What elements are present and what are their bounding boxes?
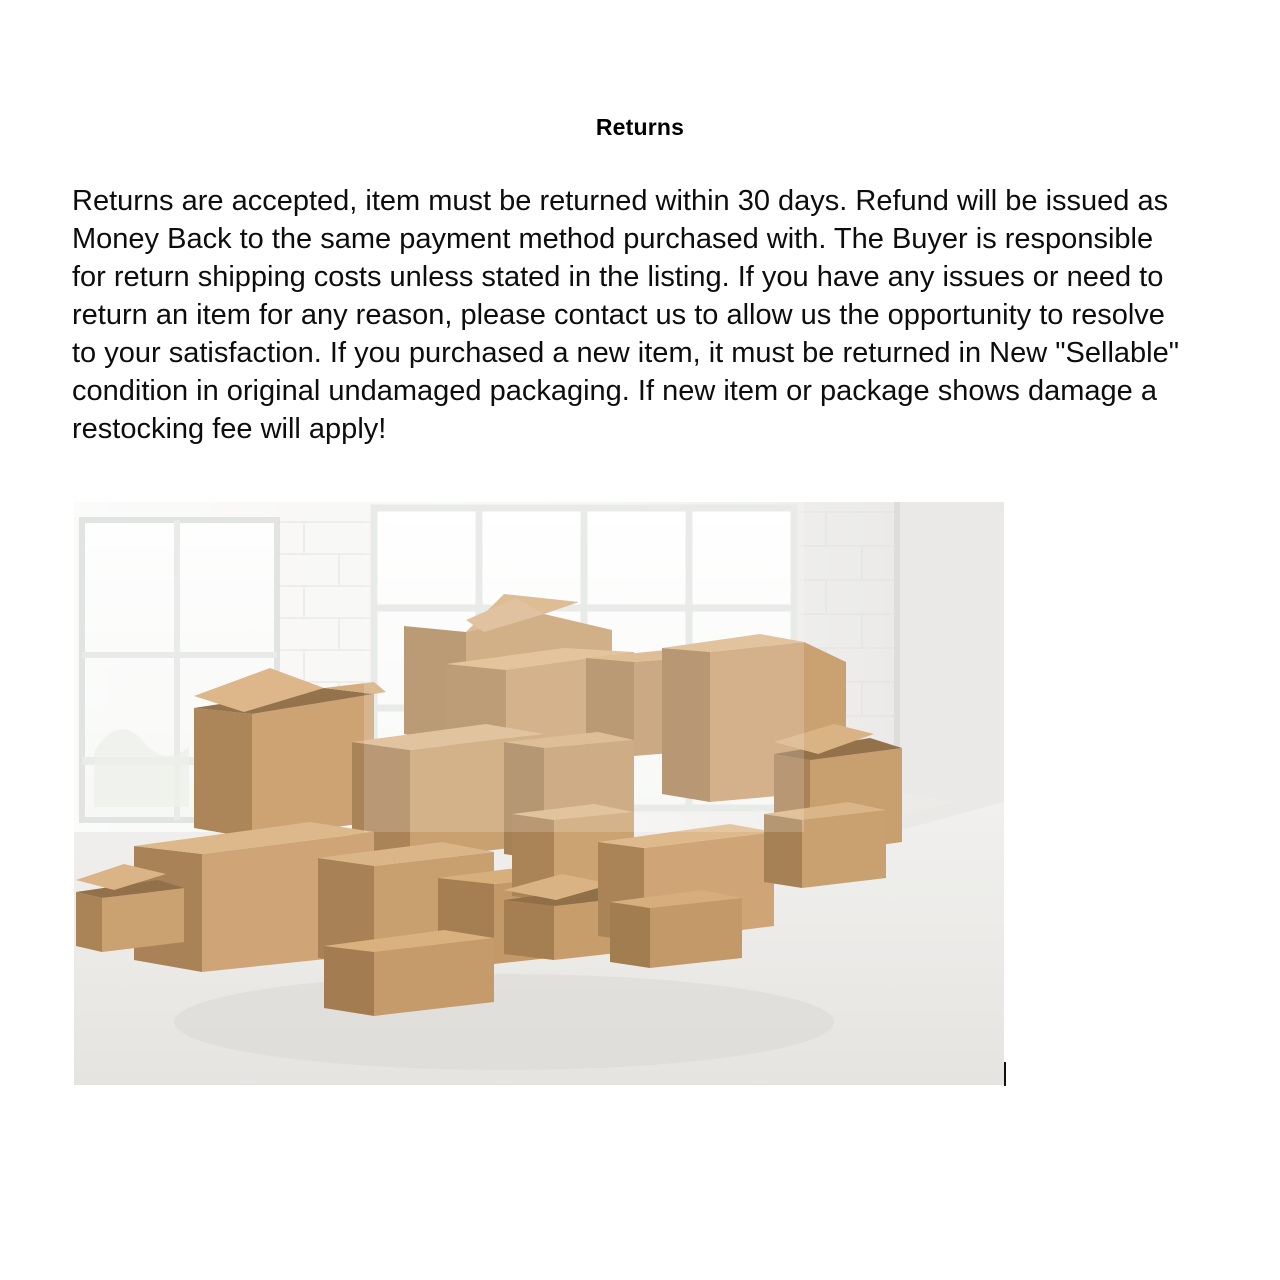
stack-of-cardboard-shipping-boxes-photo [74, 502, 1004, 1085]
page-title: Returns [595, 114, 685, 140]
returns-policy-text: Returns are accepted, item must be returned within 30 days. Refund will be issued as Money Back to the same payment method purchased with. The Buyer is responsible for return shipping costs unless stated in the listing. If you have any issues or need to return an item for any reason, please contact us to allow us the opportunity to resolve to your satisfaction. If you purchased a new item, it must be returned in New "Sellable" condition in original undamaged packaging. If new item or package shows damage a restocking fee will apply! [72, 185, 1180, 445]
figure-container [74, 502, 1004, 1085]
text-cursor [1004, 1062, 1006, 1086]
